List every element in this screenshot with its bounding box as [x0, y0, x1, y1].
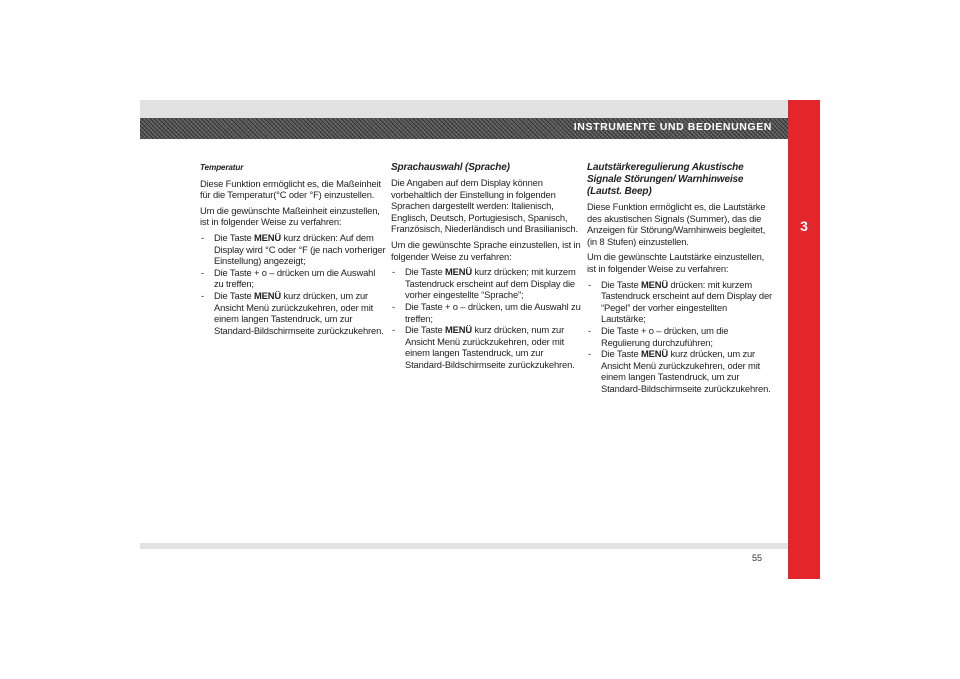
list-item: - Die Taste MENÜ kurz drücken: Auf dem Display wird °C oder °F (je nach vorheriger Einstellung) angezeigt;	[200, 232, 386, 267]
footer-band	[140, 543, 788, 549]
language-heading: Sprachauswahl (Sprache)	[391, 162, 510, 173]
list-item: - Die Taste MENÜ drücken: mit kurzem Tastendruck erscheint auf dem Display der “Pegel” der vorher eingestellten Lautstärke;	[587, 279, 773, 325]
list-item: - Die Taste + o – drücken um die Auswahl zu treffen;	[200, 267, 386, 290]
volume-steps	[587, 279, 773, 395]
temperature-heading: Temperatur	[200, 163, 244, 172]
temperature-intro: Diese Funktion ermöglicht es, die Maßeinheit für die Temperatur(°C oder °F) einzustellen.	[200, 177, 381, 201]
list-item: - Die Taste MENÜ kurz drücken, num zur Ansicht Menü zurückzukehren, oder mit einem langen Tastendruck, um zur Standard-Bildschirmseite zurückzukehren.	[391, 324, 581, 370]
column-temperature	[200, 162, 386, 336]
language-steps	[391, 266, 581, 370]
chapter-number: 3	[800, 218, 808, 234]
volume-heading: Lautstärkeregulierung Akustische Signale Störungen/ Warnhinweise (Lautst. Beep)	[587, 162, 744, 197]
header-band-top	[140, 100, 788, 118]
temperature-procedure: Um die gewünschte Maßeinheit einzustellen, ist in folgender Weise zu verfahren:	[200, 204, 380, 228]
header-band	[140, 118, 788, 139]
column-language	[391, 162, 581, 371]
language-procedure: Um die gewünschte Sprache einzustellen, ist in folgender Weise zu verfahren:	[391, 238, 581, 262]
volume-procedure: Um die gewünschte Lautstärke einzustellen, ist in folgender Weise zu verfahren:	[587, 251, 765, 274]
column-volume	[587, 162, 773, 395]
page-number: 55	[751, 553, 762, 563]
list-item: - Die Taste + o – drücken, um die Auswahl zu treffen;	[391, 301, 581, 324]
volume-intro: Diese Funktion ermöglicht es, die Lautstärke des akustischen Signals (Summer), das die Anzeigen für Störung/Warnhinweis begleitet, (in 8 Stufen) einzustellen.	[587, 201, 766, 247]
language-intro: Die Angaben auf dem Display können vorbehaltlich der Einstellung in folgenden Sprachen dargestellt werden: Italienisch, Englisch, Deutsch, Portugiesisch, Spanisch, Französisch, Niederländisch und Brasilianisch.	[391, 177, 578, 235]
section-title: INSTRUMENTE UND BEDIENUNGEN	[573, 121, 772, 133]
temperature-steps	[200, 232, 386, 336]
list-item: - Die Taste MENÜ kurz drücken; mit kurzem Tastendruck erscheint auf dem Display die vorher eingestellte “Sprache”;	[391, 266, 581, 301]
list-item: - Die Taste MENÜ kurz drücken, um zur Ansicht Menü zurückzukehren, oder mit einem langen Tastendruck, um zur Standard-Bildschirmseite zurückzukehren.	[587, 348, 773, 394]
chapter-tab	[788, 100, 820, 579]
list-item: - Die Taste + o – drücken, um die Regulierung durchzuführen;	[587, 325, 773, 348]
list-item: - Die Taste MENÜ kurz drücken, um zur Ansicht Menü zurückzukehren, oder mit einem langen Tastendruck, um zur Standard-Bildschirmseite zurückzukehren.	[200, 290, 386, 336]
